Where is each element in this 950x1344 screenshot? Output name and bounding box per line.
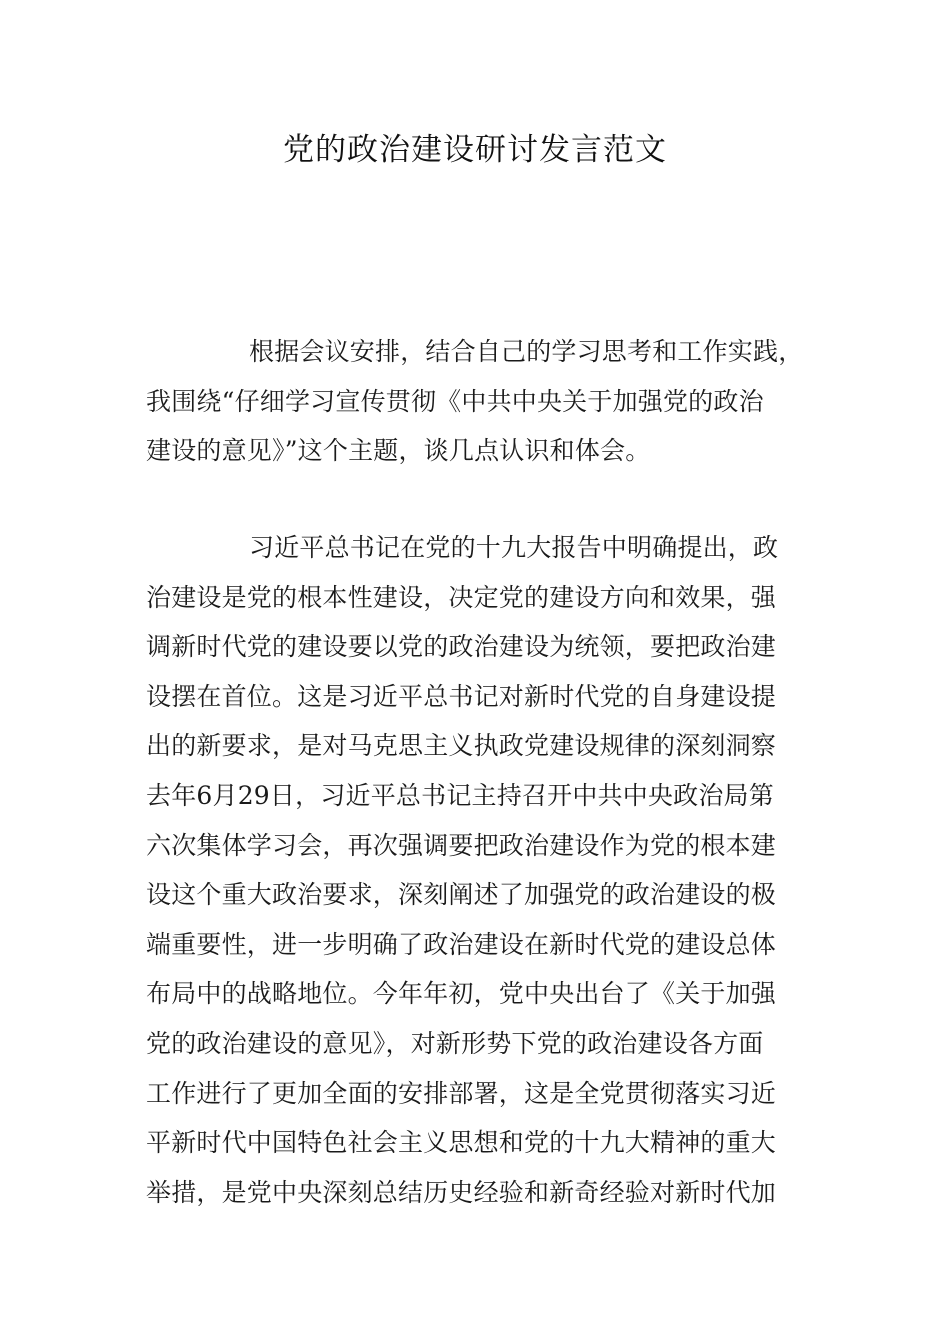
paragraph-line: 端重要性，进一步明确了政治建设在新时代党的建设总体 <box>146 929 777 959</box>
paragraph-line: 调新时代党的建设要以党的政治建设为统领，要把政治建 <box>146 632 777 662</box>
paragraph-line: 布局中的战略地位。今年年初，党中央出台了《关于加强 <box>146 979 777 1009</box>
paragraph <box>146 327 826 476</box>
paragraph <box>146 523 826 1217</box>
paragraph-line: 六次集体学习会，再次强调要把政治建设作为党的根本建 <box>146 830 777 860</box>
paragraph-line: 习近平总书记在党的十九大报告中明确提出，政 <box>249 533 779 562</box>
paragraph-line: 设这个重大政治要求，深刻阐述了加强党的政治建设的极 <box>146 880 777 910</box>
paragraph-line: 党的政治建设的意见》，对新形势下党的政治建设各方面 <box>146 1028 764 1058</box>
paragraph-line: 举措，是党中央深刻总结历史经验和新奇经验对新时代加 <box>146 1177 777 1207</box>
paragraph-line: 设摆在首位。这是习近平总书记对新时代党的自身建设提 <box>146 681 777 711</box>
paragraph-line: 根据会议安排，结合自己的学习思考和工作实践， <box>249 337 804 366</box>
paragraph-line: 治建设是党的根本性建设，决定党的建设方向和效果，强 <box>146 582 777 612</box>
paragraph-line: 建设的意见》”这个主题，谈几点认识和体会。 <box>146 436 651 466</box>
paragraph-line: 出的新要求，是对马克思主义执政党建设规律的深刻洞察 <box>146 731 777 761</box>
paragraph-line: 平新时代中国特色社会主义思想和党的十九大精神的重大 <box>146 1128 777 1158</box>
paragraph-line: 去年6月29日，习近平总书记主持召开中共中央政治局第 <box>146 780 774 810</box>
paragraph-line: 我围绕“仔细学习宣传贯彻《中共中央关于加强党的政治 <box>146 386 764 416</box>
paragraph-line: 工作进行了更加全面的安排部署，这是全党贯彻落实习近 <box>146 1078 777 1108</box>
document-title: 党的政治建设研讨发言范文 <box>283 132 667 168</box>
